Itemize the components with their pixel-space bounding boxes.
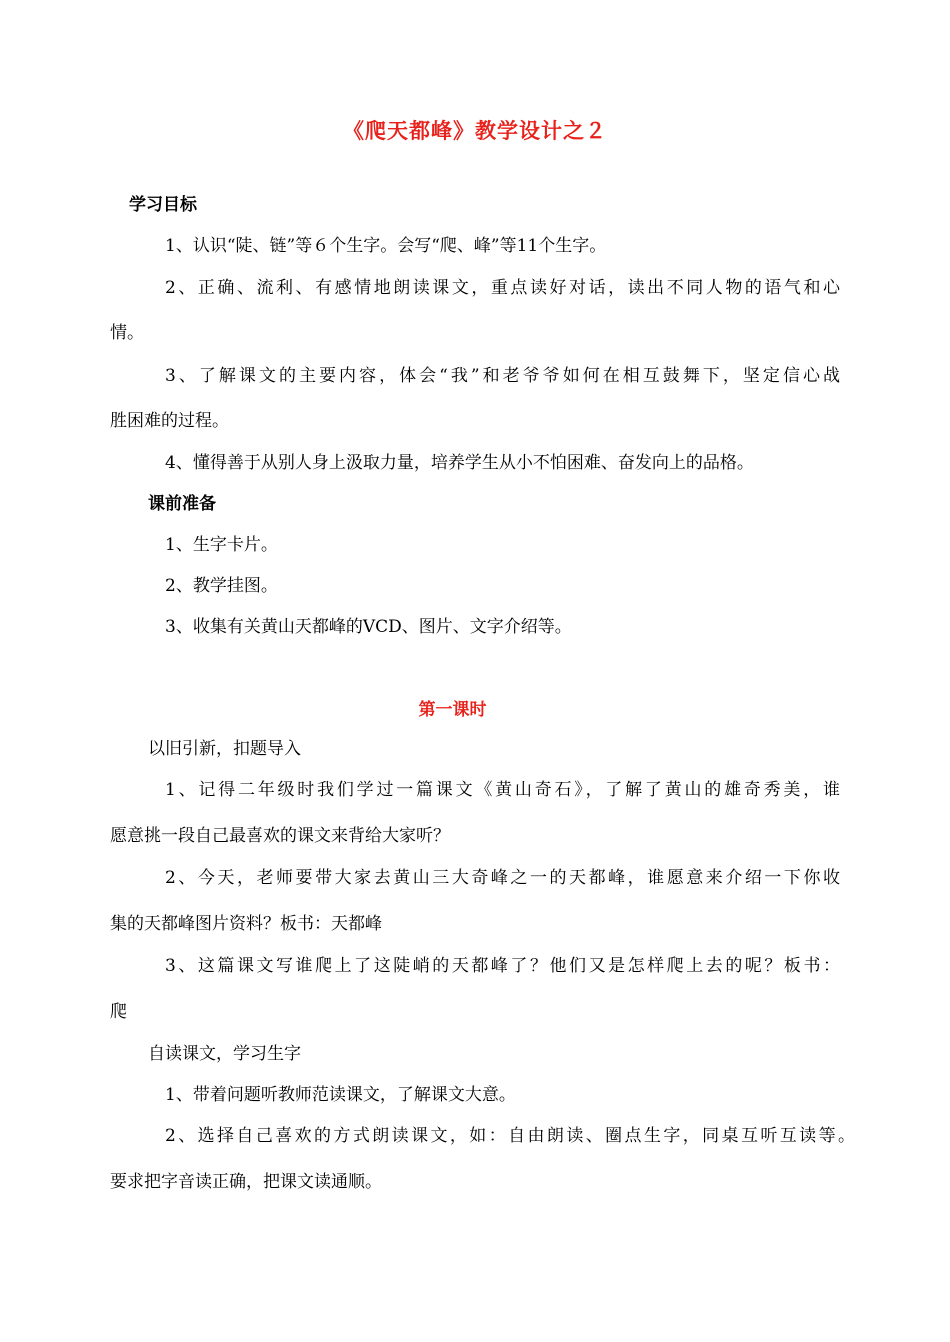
section-2-item-2-line-2: 要求把字音读正确，把课文读通顺。 — [110, 1172, 382, 1192]
preparation-item-2: 2、教学挂图。 — [165, 576, 278, 596]
document-title: 《爬天都峰》教学设计之２ — [343, 119, 607, 143]
section-1-item-2-line-2: 集的天都峰图片资料？板书：天都峰 — [110, 914, 382, 934]
preparation-item-1: 1、生字卡片。 — [165, 535, 278, 555]
objectives-heading: 学习目标 — [129, 195, 197, 215]
section-1-item-3-line-1: 3、这篇课文写谁爬上了这陡峭的天都峰了？他们又是怎样爬上去的呢？板书： — [165, 956, 840, 976]
section-1-item-1-line-1: 1、记得二年级时我们学过一篇课文《黄山奇石》，了解了黄山的雄奇秀美，谁 — [165, 780, 840, 800]
preparation-item-3: 3、收集有关黄山天都峰的VCD、图片、文字介绍等。 — [165, 617, 572, 637]
objective-item-4: 4、懂得善于从别人身上汲取力量，培养学生从小不怕困难、奋发向上的品格。 — [165, 453, 754, 473]
section-2-item-1: 1、带着问题听教师范读课文，了解课文大意。 — [165, 1085, 516, 1105]
lesson-heading: 第一课时 — [418, 700, 487, 720]
section-1-title: 以旧引新，扣题导入 — [148, 739, 301, 759]
section-1-item-2-line-1: 2、今天，老师要带大家去黄山三大奇峰之一的天都峰，谁愿意来介绍一下你收 — [165, 868, 840, 888]
preparation-heading: 课前准备 — [148, 494, 216, 514]
objective-item-2-line-1: 2、正确、流利、有感情地朗读课文，重点读好对话，读出不同人物的语气和心 — [165, 278, 840, 298]
objective-item-1: 1、认识“陡、链”等６个生字。会写“爬、峰”等11个生字。 — [165, 236, 607, 256]
objective-item-3-line-2: 胜困难的过程。 — [110, 411, 229, 431]
section-1-item-1-line-2: 愿意挑一段自己最喜欢的课文来背给大家听？ — [110, 826, 450, 846]
objective-item-3-line-1: 3、了解课文的主要内容，体会“我”和老爷爷如何在相互鼓舞下，坚定信心战 — [165, 366, 840, 386]
objective-item-2-line-2: 情。 — [110, 323, 144, 343]
section-2-item-2-line-1: 2、选择自己喜欢的方式朗读课文，如：自由朗读、圈点生字，同桌互听互读等。 — [165, 1126, 855, 1146]
section-2-title: 自读课文，学习生字 — [148, 1044, 301, 1064]
section-1-item-3-line-2: 爬 — [110, 1002, 127, 1022]
